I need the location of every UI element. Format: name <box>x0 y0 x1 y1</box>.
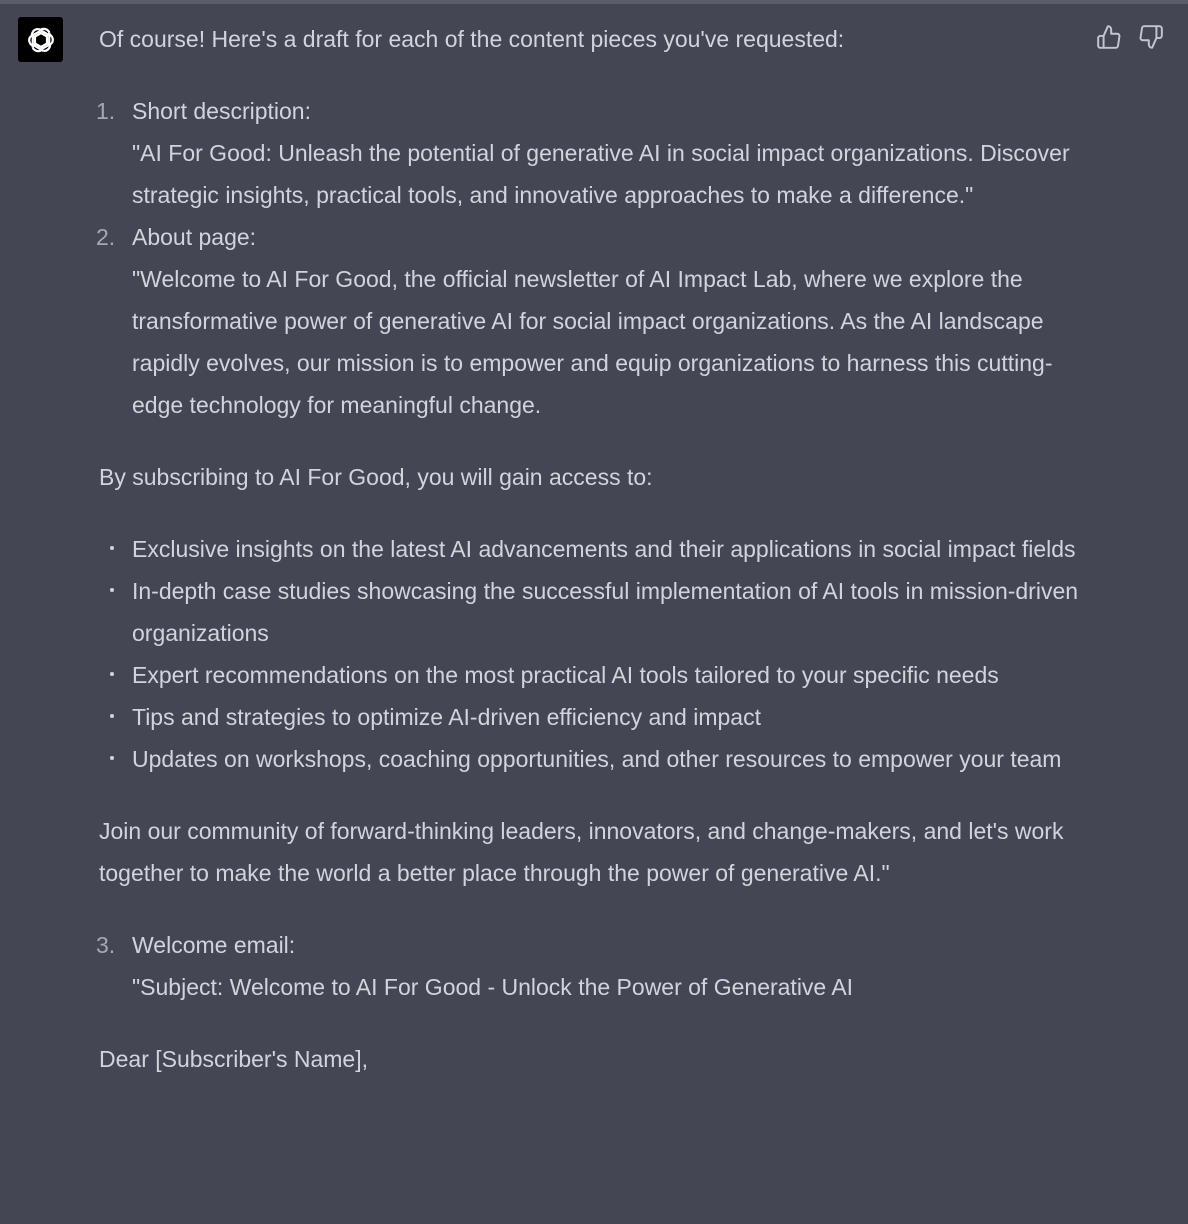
bullet-icon <box>110 588 114 592</box>
thumbs-up-icon <box>1096 24 1122 50</box>
benefit-item <box>99 738 1089 780</box>
thumbs-up-button[interactable] <box>1094 22 1124 52</box>
thumbs-down-icon <box>1138 24 1164 50</box>
list-number: 3. <box>96 932 116 958</box>
bullet-icon <box>110 714 114 718</box>
openai-logo-icon <box>25 24 57 56</box>
benefit-text: Tips and strategies to optimize AI-driven efficiency and impact <box>132 704 761 730</box>
item-heading: Short description: <box>132 98 311 124</box>
item-body: "Welcome to AI For Good, the official newsletter of AI Impact Lab, where we explore the transformative power of generative AI for social impact organizations. As the AI landscape rapidly evolves, our mission is to empower and equip organizations to harness this cutting-edge technology for meaningful change. <box>132 266 1053 418</box>
assistant-message <box>96 18 1089 1080</box>
closing-paragraph: Join our community of forward-thinking leaders, innovators, and change-makers, and let's work together to make the world a better place through the power of generative AI." <box>99 818 1064 886</box>
benefit-text: Updates on workshops, coaching opportunities, and other resources to empower your team <box>132 746 1062 772</box>
assistant-avatar <box>18 17 63 62</box>
top-divider <box>0 0 1188 4</box>
benefit-text: Expert recommendations on the most practical AI tools tailored to your specific needs <box>132 662 999 688</box>
list-number: 1. <box>96 98 116 124</box>
thumbs-down-button[interactable] <box>1136 22 1166 52</box>
subscribe-intro: By subscribing to AI For Good, you will gain access to: <box>99 464 653 490</box>
item-body: "AI For Good: Unleash the potential of generative AI in social impact organizations. Discover strategic insights, practical tools, and innovative approaches to make a difference." <box>132 140 1070 208</box>
bullet-icon <box>110 672 114 676</box>
benefit-item <box>99 570 1089 654</box>
benefit-text: In-depth case studies showcasing the successful implementation of AI tools in mission-driven organizations <box>132 578 1079 646</box>
benefit-item <box>99 696 1089 738</box>
list-item-about-page <box>96 216 1089 426</box>
bullet-icon <box>110 756 114 760</box>
benefit-text: Exclusive insights on the latest AI advancements and their applications in social impact fields <box>132 536 1076 562</box>
benefit-item <box>99 528 1089 570</box>
list-item-welcome-email <box>96 924 1089 1008</box>
list-number: 2. <box>96 224 116 250</box>
email-greeting: Dear [Subscriber's Name], <box>99 1046 368 1072</box>
bullet-icon <box>110 546 114 550</box>
item-body: "Subject: Welcome to AI For Good - Unlock the Power of Generative AI <box>132 974 854 1000</box>
message-intro: Of course! Here's a draft for each of the content pieces you've requested: <box>99 26 845 52</box>
item-heading: Welcome email: <box>132 932 296 958</box>
list-item-short-description <box>96 90 1089 216</box>
benefit-item <box>99 654 1089 696</box>
item-heading: About page: <box>132 224 257 250</box>
